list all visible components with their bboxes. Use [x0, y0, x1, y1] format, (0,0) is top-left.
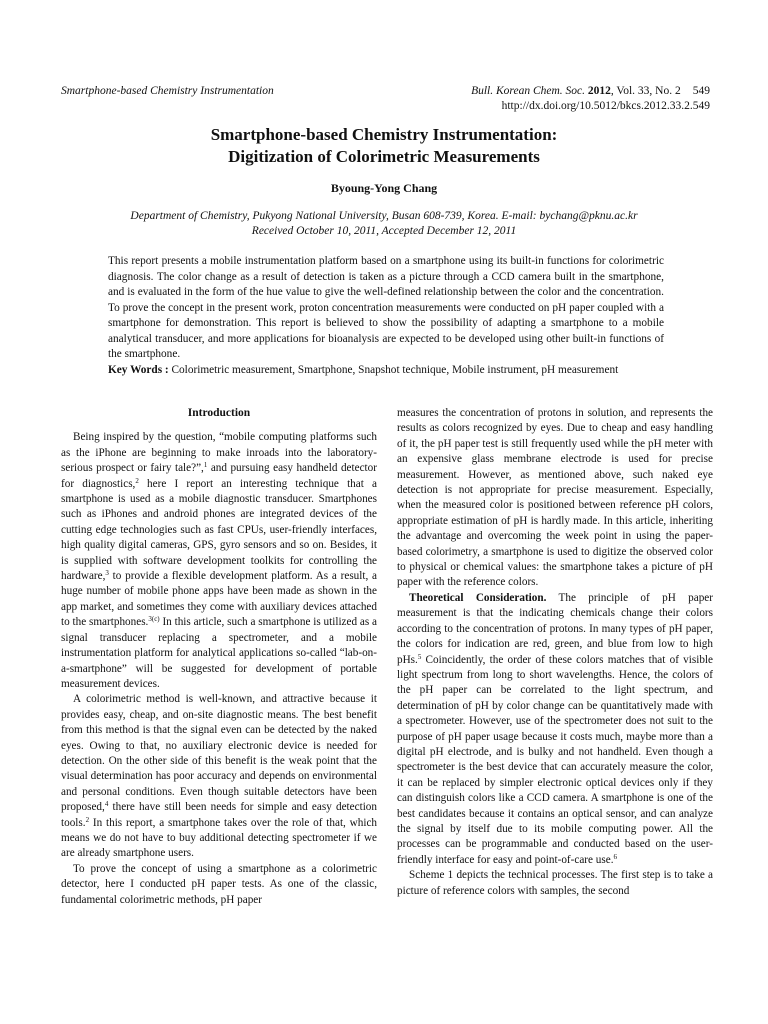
- text-run: and pursuing easy handheld detector for diagnostics,: [61, 462, 377, 490]
- text-run: A colorimetric method is well-known, and attractive because it provides easy, cheap, and on-site diagnostic means. The best benefit from this method is that the signal even can be detected by the naked eyes. Owing to that, no auxiliary electronic device is needed for detection. On the other side of this benefit is the weak point that the visual determination has poor accuracy and depends on environmental and personal conditions. Even though suitable detectors have been proposed,: [61, 693, 377, 814]
- keywords-label: Key Words :: [108, 364, 169, 376]
- affiliation: Department of Chemistry, Pukyong National University, Busan 608-739, Korea. E-mail: bychang@pknu.ac.kr: [130, 210, 638, 222]
- paragraph: measures the concentration of protons in solution, and represents the results as colors recognized by eyes. Due to cheap and easy handling of it, the pH paper test is still frequently used while the pH meter with an expensive glass membrane electrode is used for precise measurement. However, as mentioned above, such naked eye detection is not appropriate for precise measurement. Especially, when the measured color is positioned between reference pH colors, appropriate estimation of pH is hardly made. In this article, inheriting the advantage and overcoming the week point in using the paper-based colorimetry, a smartphone is used to digitize the observed color to physical or chemical values: the smartphone takes a picture of pH paper with the reference colors.: [397, 407, 713, 589]
- left-column: [61, 406, 377, 908]
- citation-ref: 3: [105, 569, 109, 578]
- text-run: here I report an interesting technique that a smartphone is used as a mobile diagnostic transducer. Smartphones such as iPhones and android phones are integrated devices of the cutting edge technologies such as fast CPUs, user-friendly interfaces, high quality digital cameras, GPS, gyro sensors and so on. Besides, it is supplied with software development toolkits for controlling the hardware,: [61, 477, 377, 583]
- citation-ref: 2: [135, 476, 139, 485]
- text-run: The principle of pH paper measurement is that the indicating chemicals change their colors according to the concentration of protons. In many types of pH paper, the colors for indication are red, green, and blue from low to high pHs.: [397, 591, 713, 666]
- received-date: Received October 10, 2011, Accepted December 12, 2011: [251, 225, 517, 237]
- keywords-list: Colorimetric measurement, Smartphone, Snapshot technique, Mobile instrument, pH measurement: [171, 364, 619, 376]
- citation-ref: 2: [85, 815, 90, 824]
- citation-ref: 4: [104, 800, 109, 809]
- text-run: Being inspired by the question, “mobile computing platforms such as the iPhone are beginning to make inroads into the laboratory-serious prospect or fairy tale?”,: [61, 431, 377, 475]
- paragraph: [61, 430, 377, 692]
- journal-name: Bull. Korean Chem. Soc.: [471, 85, 585, 97]
- paragraph: Scheme 1 depicts the technical processes. The first step is to take a picture of reference colors with samples, the second: [397, 869, 713, 897]
- text-run: to provide a flexible development platform. As a result, a huge number of mobile phone apps have been made as shown in the app market, and sometimes they come with auxiliary devices attached to the smartphones.: [61, 570, 377, 629]
- volume-issue: , Vol. 33, No. 2: [610, 85, 681, 97]
- text-run: Coincidently, the order of these colors matches that of visible light spectrum from long to short wavelengths. Hence, the colors of the pH paper can be correlated to the light spectrum, and determination of pH by color change can be quantitatively made with a spectrometer. However, use of the spectrometer does not suit to the purpose of pH paper usage because it costs much, maybe more than a digital pH electrode, and is bulky and not handheld. Even though a spectrometer is the best device that can accurately measure the color, it can be replaced by simpler electronic optical devices only if they can distinguish colors like a CCD camera. A smartphone is one of the best candidates because it contains an optical sensor, and can analyze the signal by itself due to its mobile computing power. All the processes can be programmable and conducted based on the user-friendly interface for easy and point-of-care use.: [397, 653, 713, 866]
- page-number: 549: [692, 85, 710, 97]
- text-run: there have still been needs for simple and easy detection tools.: [61, 801, 377, 829]
- citation-ref: 6: [613, 852, 617, 861]
- runin-heading-theoretical: Theoretical Consideration.: [409, 591, 547, 604]
- keywords: [108, 364, 720, 376]
- citation-ref: 1: [203, 461, 208, 470]
- affiliation-block: [0, 209, 768, 239]
- citation-ref: 5: [417, 652, 422, 661]
- section-heading-introduction: Introduction: [187, 407, 251, 419]
- doi-link[interactable]: http://dx.doi.org/10.5012/bkcs.2012.33.2.549: [501, 100, 710, 112]
- right-column: [397, 406, 713, 899]
- author-name: Byoung-Yong Chang: [330, 181, 438, 195]
- citation-line: [471, 84, 710, 99]
- citation-ref: 3(c): [148, 615, 160, 624]
- paragraph: [61, 692, 377, 861]
- title-line-1: Smartphone-based Chemistry Instrumentation:: [210, 125, 558, 144]
- text-run: In this article, such a smartphone is utilized as a signal transducer replacing a spectrometer, and a mobile instrumentation platform for analytical applications so-called “lab-on-a-smartphone” will be suggested for development of portable measurement devices.: [61, 616, 377, 690]
- paragraph: [397, 591, 713, 868]
- title-line-2: Digitization of Colorimetric Measurements: [228, 147, 540, 166]
- journal-year: 2012: [587, 85, 611, 97]
- citation-header: [471, 84, 710, 114]
- text-run: In this report, a smartphone takes over the role of that, which means we do not have to buy additional detecting spectrometer if we are already smartphone users.: [61, 816, 377, 860]
- running-title: Smartphone-based Chemistry Instrumentation: [61, 85, 274, 97]
- abstract: This report presents a mobile instrumentation platform based on a smartphone using its built-in functions for colorimetric diagnosis. The color change as a result of detection is taken as a picture through a CCD camera built in the smartphone, and is evaluated in the form of the hue value to give the well-defined relationship between the color and the concentration. To prove the concept in the present work, proton concentration measurements were conducted on pH paper coupled with a smartphone for demonstration. This report is believed to show the possibility of adapting a smartphone to a mobile analytical transducer, and more applications for bioanalysis are expected to be developed using other built-in functions of the smartphone.: [108, 255, 664, 360]
- paper-title: [0, 124, 768, 168]
- paragraph: To prove the concept of using a smartphone as a colorimetric detector, here I conducted pH paper tests. As one of the classic, fundamental colorimetric methods, pH paper: [61, 862, 377, 906]
